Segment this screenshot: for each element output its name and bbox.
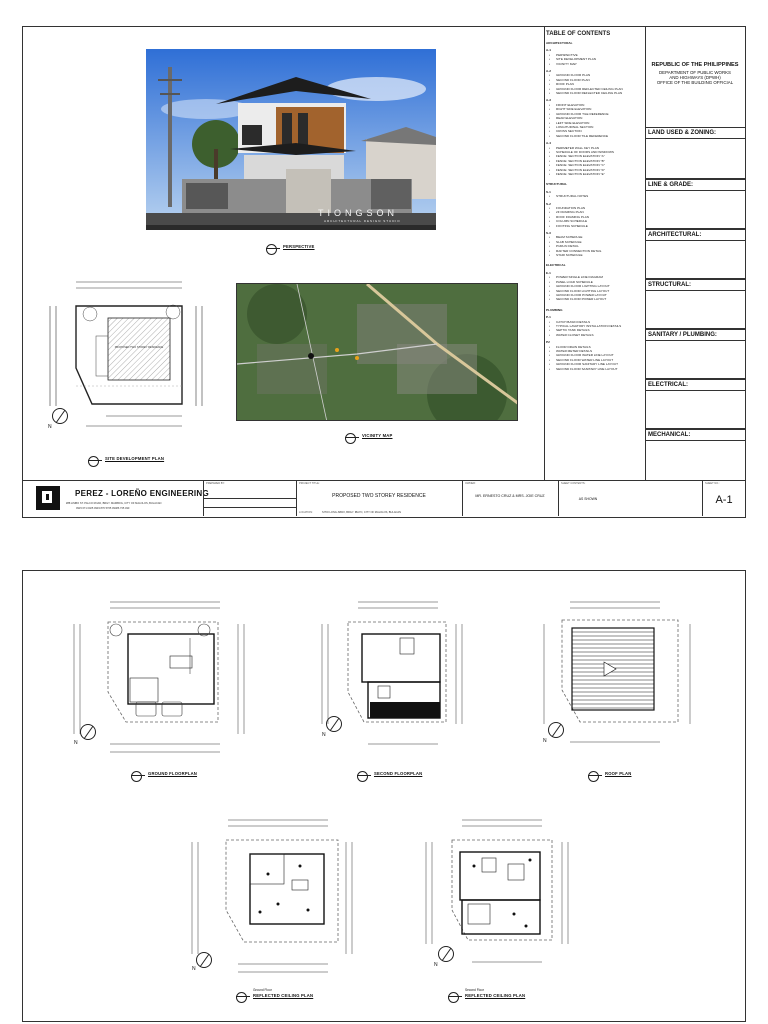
vicinity-map-label: VICINITY MAP [362, 433, 393, 438]
approval-box-title: LAND USED & ZONING: [645, 127, 745, 139]
north-arrow-second [326, 716, 342, 732]
approval-box-title: ELECTRICAL: [645, 379, 745, 391]
toc-item: • REAR ELEVATION [546, 116, 644, 120]
tb-prepared-label: PREPARED BY: [206, 482, 225, 485]
tb-divider-3 [462, 480, 463, 516]
toc-item: • CATCH BASIN DETAILS [546, 320, 644, 324]
callout-bubble-second [357, 771, 371, 780]
approval-box-title: LINE & GRADE: [645, 179, 745, 191]
tb-prepared-lines [204, 498, 296, 499]
second-floor-drawing [318, 594, 466, 766]
site-lot-text: PROPOSED TWO STOREY RESIDENCE [114, 346, 164, 349]
toc-item: • SEPTIC TANK DETAILS [546, 328, 644, 332]
toc-divider [544, 26, 545, 480]
toc-item: • SITE DEVELOPMENT PLAN [546, 57, 644, 61]
toc-group-code: E-1 [546, 270, 551, 275]
toc-group-code: A-4 [546, 141, 551, 146]
toc-item: • SECOND FLOOR POWER LAYOUT [546, 297, 644, 301]
rcp-ground-sublabel: Ground Floor [253, 988, 272, 992]
second-floor-label: SECOND FLOORPLAN [374, 771, 423, 776]
toc-item: • SECOND FLOOR PLAN [546, 78, 644, 82]
toc-group-code: S-3 [546, 231, 551, 236]
toc-item: • SECOND FLOOR LIGHTING LAYOUT [546, 289, 644, 293]
callout-bubble-site [88, 456, 102, 465]
site-development-plan [46, 276, 210, 436]
toc-item: • SECOND FLOOR SANITARY LINE LAYOUT [546, 367, 644, 371]
tb-owner: MR. ERNESTO CRUZ & MRS. JOIE CRUZ [475, 494, 545, 498]
agency-line-3: AND HIGHWAYS (DPWH) [669, 75, 721, 80]
tb-sheet-no-label: SHEET NO.: [705, 482, 720, 485]
toc-item: • WATER CLOSET DETAILS [546, 333, 644, 337]
north-label-ground: N [74, 740, 78, 746]
toc-section-heading: STRUCTURAL [546, 182, 568, 187]
toc-item: • GROUND FLOOR POWER LAYOUT [546, 293, 644, 297]
callout-bubble-rcp-ground [236, 992, 250, 1001]
toc-item: • COLUMN SCHEDULE [546, 219, 644, 223]
toc-item: • CROSS SECTION [546, 129, 644, 133]
roof-plan-drawing [540, 594, 700, 754]
toc-item: • PANEL LOAD SCHEDULE [546, 280, 644, 284]
approval-box-title: ARCHITECTURAL: [645, 229, 745, 241]
firm-contact: 0915 671 0025 0933 876 5765 09486 735 490 [76, 507, 130, 510]
approval-box-plumbing [645, 329, 745, 379]
north-label-rcp-second: N [434, 962, 438, 968]
toc-item: • STRUCTURAL NOTES [546, 194, 644, 198]
toc-item: • GROUND FLOOR PLAN [546, 73, 644, 77]
approval-box-mechanical [645, 429, 745, 480]
toc-item: • BEAM SCHEDULE [546, 235, 644, 239]
toc-item: • FENCE: SECTION ELEVATION "C" [546, 163, 644, 167]
callout-bubble-rcp-second [448, 992, 462, 1001]
tb-location: SITIO LONG-SIBAY, BRGY. IBAYO, CITY OF MALOLOS, BULACAN [322, 511, 402, 514]
approval-box-land-use [645, 127, 745, 179]
toc-structural-section [546, 182, 644, 257]
toc-arch-section [546, 41, 644, 176]
logo-mark [42, 491, 52, 503]
perspective-label: PERSPECTIVE [283, 244, 315, 249]
toc-item: • PERSPECTIVE [546, 53, 644, 57]
toc-group-code: P-1 [546, 315, 551, 320]
tb-owner-label: OWNER: [465, 482, 476, 485]
toc-item: • RAFTER CONNECTION DETAIL [546, 249, 644, 253]
toc-item: • VICINITY MAP [546, 62, 644, 66]
north-arrow-roof [548, 722, 564, 738]
ground-floor-drawing [70, 594, 248, 766]
toc-item: • 2F FRAMING PLAN [546, 210, 644, 214]
callout-bubble-ground [131, 771, 145, 780]
studio-watermark: TIONGSON [318, 208, 399, 218]
toc-item: • SECOND FLOOR WATER LINE LAYOUT [546, 358, 644, 362]
toc-item: • FOUNDATION PLAN [546, 206, 644, 210]
toc-section-heading: PLUMBING [546, 307, 563, 312]
toc-item: • FOOTING SCHEDULE [546, 224, 644, 228]
tb-prepared-lines-2 [204, 507, 296, 508]
toc-item: • SECOND FLOOR REFLECTED CEILING PLAN [546, 91, 644, 95]
callout-bubble-vicinity [345, 433, 359, 442]
vicinity-map [236, 283, 518, 421]
toc-item: • POWER SINGLE LINE DIAGRAM [546, 275, 644, 279]
table-of-contents [546, 30, 644, 371]
toc-group-code: A-1 [546, 48, 551, 53]
approval-box-title: MECHANICAL: [645, 429, 745, 441]
tb-project-label: PROJECT TITLE: [299, 482, 320, 485]
toc-item: • FENCE: SECTION ELEVATION "D" [546, 168, 644, 172]
north-arrow-rcp-ground [196, 952, 212, 968]
ground-floor-plan [70, 594, 248, 766]
toc-electrical-section [546, 263, 644, 301]
ground-rcp-drawing [188, 814, 358, 984]
toc-item: • SCHEDULE OF DOORS AND WINDOWS [546, 150, 644, 154]
toc-item: • GROUND FLOOR TILE REFERENCE [546, 112, 644, 116]
toc-item: • PURLIN DETAIL [546, 244, 644, 248]
toc-item: • GROUND FLOOR SANITARY LINE LAYOUT [546, 362, 644, 366]
toc-group-code: P2 [546, 340, 550, 345]
approval-box-structural [645, 279, 745, 329]
vicinity-map-image [237, 284, 518, 421]
site-plan-drawing [46, 276, 210, 436]
toc-item: • STAIR SCHEDULE [546, 253, 644, 257]
tb-sheet-number: A-1 [715, 494, 733, 506]
toc-item: • FENCE: SECTION ELEVATION "A" [546, 154, 644, 158]
rcp-second-sublabel: Second Floor [465, 988, 484, 992]
firm-logo [36, 486, 60, 510]
toc-item: • PERIMETER WALL KEY PLAN [546, 146, 644, 150]
house-render-image [146, 49, 436, 230]
toc-item: • SLAB SCHEDULE [546, 240, 644, 244]
callout-bubble-roof [588, 771, 602, 780]
approval-box-title: STRUCTURAL: [645, 279, 745, 291]
roof-plan-label: ROOF PLAN [605, 771, 632, 776]
north-label-roof: N [543, 738, 547, 744]
approval-box-electrical [645, 379, 745, 429]
toc-item: • GROUND FLOOR REFLECTED CEILING PLAN [546, 87, 644, 91]
toc-item: • LEFT SIDE ELEVATION [546, 121, 644, 125]
firm-address: #88 LIMBO ST. PALCO ROAD, BRGY. MAMBOG, CITY OF MALOLOS, BULACAN [66, 502, 162, 505]
agency-header [645, 62, 745, 85]
north-arrow-rcp-second [438, 946, 454, 962]
tb-sheet-contents-label: SHEET CONTENTS: [561, 482, 586, 485]
toc-item: • FENCE: SECTION ELEVATION "E" [546, 172, 644, 176]
roof-plan [540, 594, 700, 754]
agency-line-2: DEPARTMENT OF PUBLIC WORKS [659, 70, 731, 75]
second-floor-plan [318, 594, 466, 766]
toc-group-code: A-3 [546, 98, 551, 103]
toc-item: • GROUND FLOOR WATER LINE LAYOUT [546, 353, 644, 357]
toc-group-code: S-2 [546, 201, 551, 206]
tb-project-title: PROPOSED TWO STOREY RESIDENCE [332, 493, 426, 499]
toc-item: • TYPICAL LAVATORY INSTALLATION DETAILS [546, 324, 644, 328]
callout-bubble-perspective [266, 244, 280, 253]
toc-item: • FLOOR DRAIN DETAILS [546, 345, 644, 349]
north-arrow-ground [80, 724, 96, 740]
tb-scale: AS SHOWN [578, 497, 598, 501]
toc-group-code: A-2 [546, 69, 551, 74]
toc-section-heading: ELECTRICAL [546, 263, 566, 268]
toc-item: • GROUND FLOOR LIGHTING LAYOUT [546, 284, 644, 288]
ground-rcp-plan [188, 814, 358, 984]
rcp-ground-label: REFLECTED CEILING PLAN [253, 993, 314, 998]
approval-box-line-grade [645, 179, 745, 229]
approval-box-architectural [645, 229, 745, 279]
north-arrow-site [52, 408, 68, 424]
toc-item: • LONGITUDINAL SECTION [546, 125, 644, 129]
toc-item: • RIGHT SIDE ELEVATION [546, 107, 644, 111]
rcp-second-label: REFLECTED CEILING PLAN [465, 993, 526, 998]
toc-item: • ROOF PLAN [546, 82, 644, 86]
toc-section-heading: ARCHITECTURAL [546, 41, 573, 45]
agency-line-1: REPUBLIC OF THE PHILIPPINES [651, 62, 739, 68]
approval-box-title: SANITARY / PLUMBING: [645, 329, 745, 341]
toc-item: • SECOND FLOOR TILE REFERENCE [546, 134, 644, 138]
perspective-render [146, 49, 436, 230]
toc-group-code: S-1 [546, 189, 551, 194]
toc-item: • WATER METER DETAILS [546, 349, 644, 353]
toc-plumbing-section [546, 308, 644, 371]
north-label-site: N [48, 424, 52, 430]
firm-name: PEREZ - LOREÑO ENGINEERING [75, 489, 210, 498]
toc-item: • FENCE: SECTION ELEVATION "B" [546, 159, 644, 163]
tb-location-label: LOCATION: [299, 511, 313, 514]
north-label-rcp-ground: N [192, 966, 196, 972]
toc-title: TABLE OF CONTENTS [546, 31, 611, 37]
ground-floor-label: GROUND FLOORPLAN [148, 771, 198, 776]
site-plan-label: SITE DEVELOPMENT PLAN [105, 456, 165, 461]
north-label-second: N [322, 732, 326, 738]
toc-item: • ROOF FRAMING PLAN [546, 215, 644, 219]
agency-line-4: OFFICE OF THE BUILDING OFFICIAL [656, 80, 734, 85]
toc-item: • FRONT ELEVATION [546, 103, 644, 107]
studio-watermark-sub: ARCHITECTURAL DESIGN STUDIO [324, 219, 401, 223]
